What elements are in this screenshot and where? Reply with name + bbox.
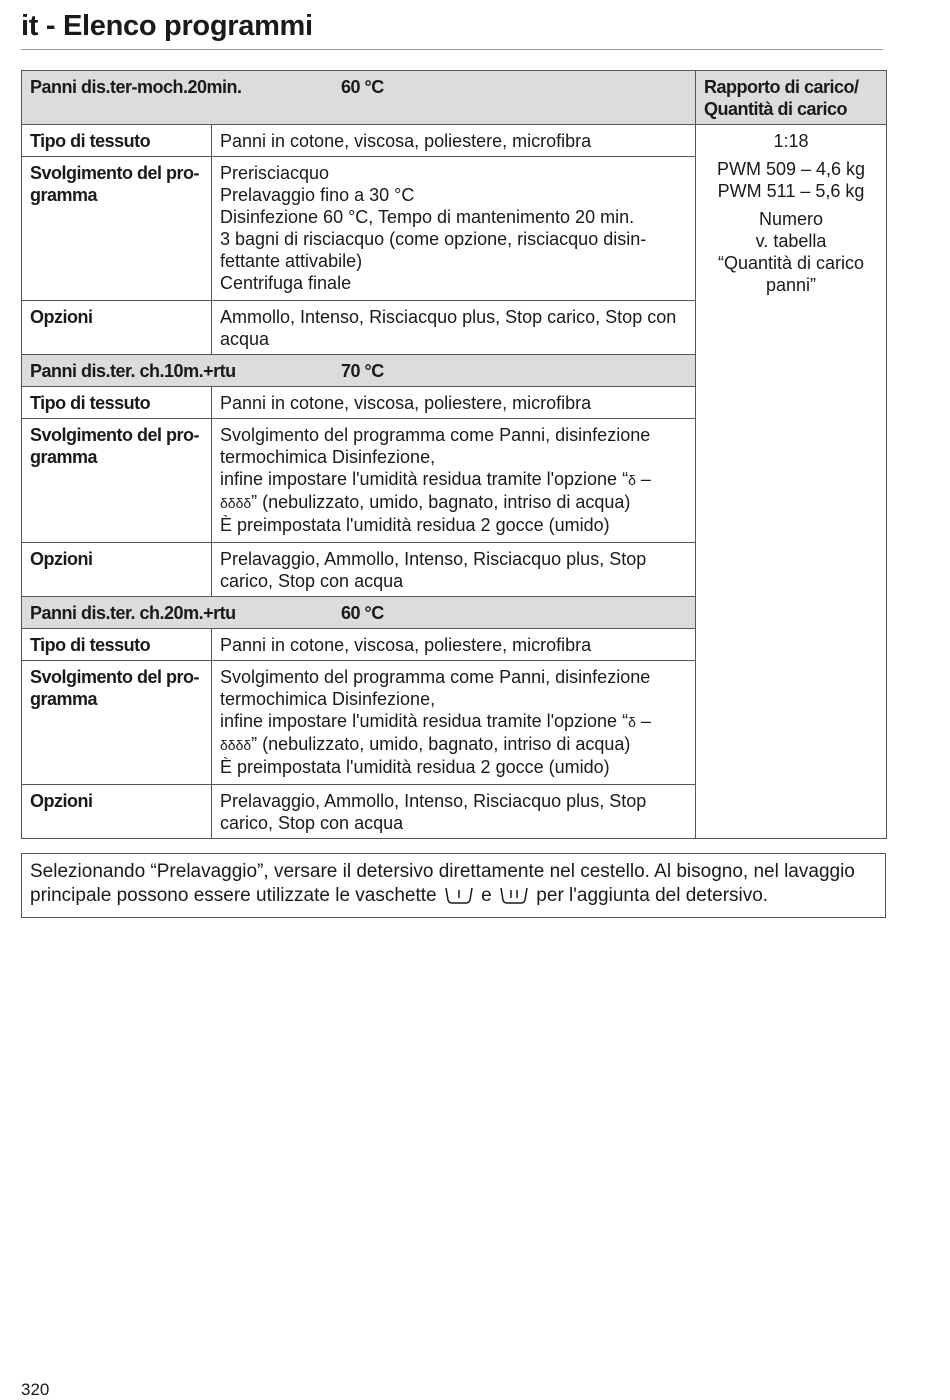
program-sequence-label: Svolgimento del pro- gramma: [22, 661, 212, 785]
page-number: 320: [21, 1380, 50, 1399]
sequence-text: ” (nebulizzato, umido, bagnato, intriso di acqua) È preimpostata l'umidità residua 2 gocce (umido): [220, 734, 631, 777]
program-sequence-label: Svolgimento del pro- gramma: [22, 157, 212, 301]
program-sequence-value: [212, 419, 696, 543]
load-pwm511: PWM 511 – 5,6 kg: [717, 181, 865, 201]
fabric-type-value: Panni in cotone, viscosa, poliestere, microfibra: [212, 629, 696, 661]
fabric-type-label: Tipo di tessuto: [22, 125, 212, 157]
note-text: e: [475, 885, 498, 906]
program-name: Panni dis.ter. ch.20m.+rtu: [30, 603, 236, 623]
sequence-text: Svolgimento del programma come Panni, disinfezione termochimica Disinfezione, infine impostare l'umidità residua tramite l'opzione “: [220, 667, 651, 731]
options-label: Opzioni: [22, 543, 212, 597]
fabric-type-label: Tipo di tessuto: [22, 629, 212, 661]
note-text: Selezionando “Prelavaggio”, versare il detersivo direttamente nel cestello. Al bisogno, nel lavaggio principale possono essere utilizzate le vaschette: [30, 861, 855, 906]
program-header: [22, 597, 696, 629]
options-value: Ammollo, Intenso, Risciacquo plus, Stop carico, Stop con acqua: [212, 301, 696, 355]
program-header-row: [22, 71, 887, 125]
load-pwm509: PWM 509 – 4,6 kg: [716, 159, 866, 179]
load-number-note: Numero v. tabella “Quantità di carico panni”: [717, 209, 865, 295]
drop-icon: δ: [628, 472, 636, 488]
page-title: it - Elenco programmi: [21, 10, 883, 50]
table-row: [22, 125, 887, 157]
drop-separator: –: [635, 469, 651, 489]
drops-icon: δδδδ: [220, 495, 252, 511]
fabric-type-value: Panni in cotone, viscosa, poliestere, microfibra: [212, 125, 696, 157]
options-value: Prelavaggio, Ammollo, Intenso, Risciacquo plus, Stop carico, Stop con acqua: [212, 785, 696, 839]
program-header: [22, 355, 696, 387]
sequence-text: Svolgimento del programma come Panni, disinfezione termochimica Disinfezione, infine impostare l'umidità residua tramite l'opzione “: [220, 425, 651, 489]
program-sequence-label: Svolgimento del pro- gramma: [22, 419, 212, 543]
program-temperature: 60 °C: [341, 603, 384, 623]
fabric-type-label: Tipo di tessuto: [22, 387, 212, 419]
drop-icon: δ: [628, 714, 636, 730]
drops-icon: δδδδ: [220, 737, 252, 753]
program-sequence-value: [212, 661, 696, 785]
program-header: [22, 71, 696, 125]
load-ratio-value: 1:18: [773, 131, 809, 151]
program-table: [21, 70, 887, 839]
program-sequence-value: Prerisciacquo Prelavaggio fino a 30 °C Disinfezione 60 °C, Tempo di mantenimento 20 min. 3 bagni di risciacquo (come opzione, risciacquo disin- fettante attivabile) Centrifuga finale: [212, 157, 696, 301]
sequence-text: ” (nebulizzato, umido, bagnato, intriso di acqua) È preimpostata l'umidità residua 2 gocce (umido): [220, 492, 631, 535]
options-label: Opzioni: [22, 785, 212, 839]
prewash-note: [21, 853, 886, 918]
options-value: Prelavaggio, Ammollo, Intenso, Risciacquo plus, Stop carico, Stop con acqua: [212, 543, 696, 597]
program-name: Panni dis.ter-moch.20min.: [30, 77, 242, 97]
load-ratio-header: Rapporto di carico/ Quantità di carico: [696, 71, 887, 125]
detergent-compartment-I-icon: [444, 885, 474, 912]
program-name: Panni dis.ter. ch.10m.+rtu: [30, 361, 236, 381]
drop-separator: –: [635, 711, 651, 731]
note-text: per l'aggiunta del detersivo.: [531, 885, 769, 906]
load-ratio-cell: [696, 125, 887, 839]
options-label: Opzioni: [22, 301, 212, 355]
detergent-compartment-II-icon: [499, 885, 529, 912]
program-temperature: 70 °C: [341, 361, 384, 381]
fabric-type-value: Panni in cotone, viscosa, poliestere, microfibra: [212, 387, 696, 419]
program-temperature: 60 °C: [341, 77, 384, 97]
